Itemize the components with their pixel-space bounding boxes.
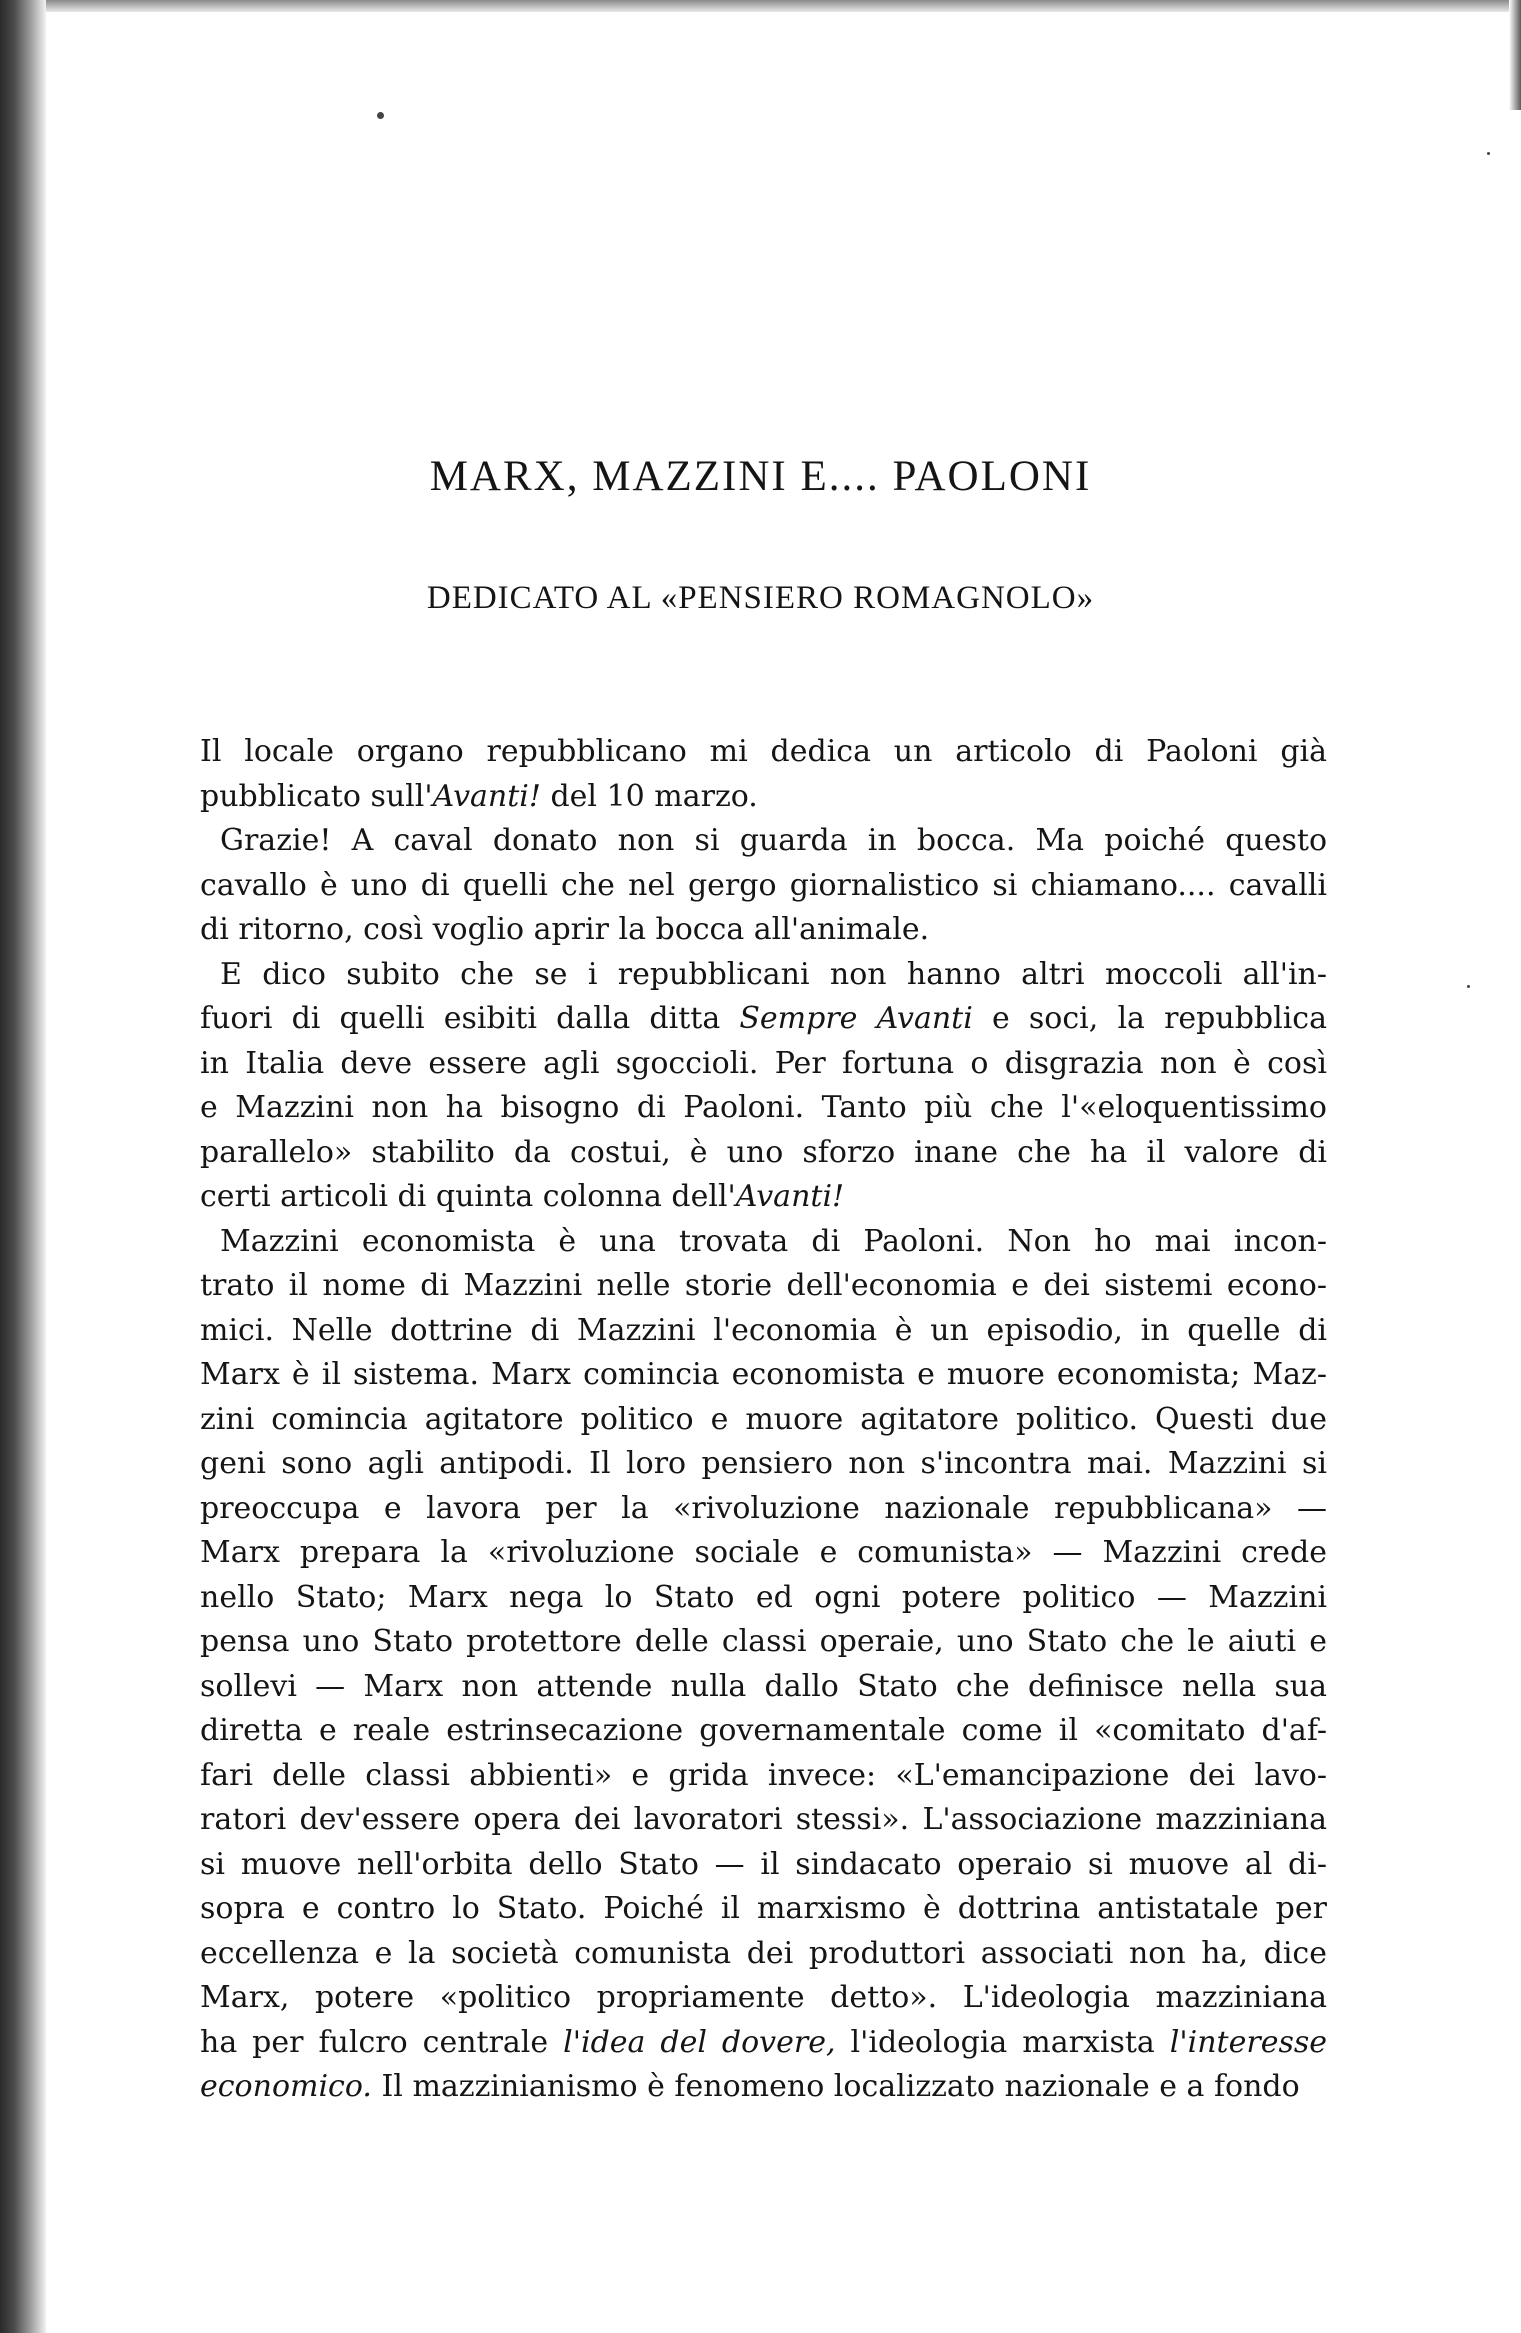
text-line [200, 1754, 1327, 1799]
line-text: mici. Nelle dottrine di Mazzini l'economia è un episodio, in quelle di [200, 1312, 1327, 1348]
text-line [200, 1843, 1327, 1888]
line-text: fari delle classi abbienti» e grida invece: «L'emancipazione dei lavo- [200, 1757, 1327, 1793]
scan-shadow-top [46, 0, 1521, 12]
line-text: l'ideologia marxista [835, 2024, 1170, 2060]
text-line [200, 1487, 1327, 1532]
line-text: e soci, la repubblica [972, 1001, 1327, 1036]
italic-text: l'interesse [1169, 2024, 1327, 2060]
text-line [200, 1086, 1327, 1131]
article-title: MARX, MAZZINI E.... PAOLONI [429, 453, 1092, 500]
text-line [200, 2021, 1327, 2066]
line-text: e Mazzini non ha bisogno di Paoloni. Tanto più che l'«eloquentissimo [200, 1090, 1327, 1125]
article-subtitle: DEDICATO AL «PENSIERO ROMAGNOLO» [426, 580, 1095, 616]
scan-shadow-right [1509, 0, 1521, 110]
line-text: parallelo» stabilito da costui, è uno sforzo inane che ha il valore di [200, 1134, 1327, 1170]
text-line [200, 1665, 1327, 1710]
italic-text: l'idea del dovere, [563, 2024, 836, 2060]
line-text: Il locale organo repubblicano mi dedica un articolo di Paoloni già [200, 734, 1327, 769]
scan-shadow-left [0, 0, 46, 2333]
text-line [200, 1932, 1327, 1977]
italic-text: Avanti! [432, 778, 541, 814]
text-line [200, 1887, 1327, 1932]
text-line [200, 1309, 1327, 1354]
text-line [200, 1798, 1327, 1843]
line-text: Marx, potere «politico propriamente detto». L'ideologia mazziniana [200, 1980, 1327, 2015]
scan-speck [377, 112, 384, 119]
text-line [200, 1976, 1327, 2021]
text-line [200, 1620, 1327, 1665]
line-text: ratori dev'essere opera dei lavoratori stessi». L'associazione mazziniana [200, 1802, 1327, 1837]
line-text: diretta e reale estrinsecazione governamentale come il «comitato d'af- [200, 1713, 1327, 1748]
text-line [200, 1442, 1327, 1487]
line-text: si muove nell'orbita dello Stato — il sindacato operaio si muove al di- [200, 1846, 1327, 1882]
italic-text: Avanti! [735, 1179, 845, 1214]
line-text: Marx prepara la «rivoluzione sociale e comunista» — Mazzini crede [200, 1535, 1327, 1570]
line-text: Grazie! A caval donato non si guarda in bocca. Ma poiché questo [220, 823, 1327, 858]
line-text: preoccupa e lavora per la «rivoluzione nazionale repubblicana» — [200, 1490, 1327, 1526]
text-line [200, 1398, 1327, 1443]
line-text: ha per fulcro centrale [200, 2024, 564, 2060]
line-text: pubblicato sull' [200, 778, 433, 814]
text-line [200, 1175, 1327, 1220]
line-text: zini comincia agitatore politico e muore agitatore politico. Questi due [200, 1401, 1327, 1437]
text-line [200, 775, 1327, 820]
text-line [200, 1709, 1327, 1754]
paragraph [200, 819, 1327, 953]
text-line [200, 819, 1327, 864]
italic-text: Sempre Avanti [739, 1001, 973, 1036]
text-line [200, 1131, 1327, 1176]
line-text: cavallo è uno di quelli che nel gergo giornalistico si chiamano.... cavalli [200, 867, 1327, 903]
line-text: fuori di quelli esibiti dalla ditta [200, 1001, 740, 1036]
text-line [200, 1264, 1327, 1309]
line-text: Il mazzinianismo è fenomeno localizzato nazionale e a fondo [371, 2069, 1300, 2104]
line-text: Marx è il sistema. Marx comincia economista e muore economista; Maz- [200, 1357, 1327, 1392]
text-line [200, 1220, 1327, 1265]
line-text: trato il nome di Mazzini nelle storie dell'economia e dei sistemi econo- [200, 1268, 1327, 1303]
paragraph [200, 1220, 1327, 2110]
text-line [200, 908, 1327, 953]
text-line [200, 864, 1327, 909]
text-line [200, 953, 1327, 998]
line-text: in Italia deve essere agli sgoccioli. Per fortuna o disgrazia non è così [200, 1045, 1327, 1081]
scan-speck [1467, 985, 1470, 988]
line-text: Mazzini economista è una trovata di Paoloni. Non ho mai incon- [220, 1223, 1327, 1259]
line-text: geni sono agli antipodi. Il loro pensiero non s'incontra mai. Mazzini si [200, 1446, 1327, 1481]
line-text: eccellenza e la società comunista dei produttori associati non ha, dice [200, 1935, 1327, 1971]
line-text: pensa uno Stato protettore delle classi operaie, uno Stato che le aiuti e [200, 1624, 1327, 1659]
line-text: certi articoli di quinta colonna dell' [200, 1179, 736, 1214]
text-line [200, 1042, 1327, 1087]
paragraph [200, 730, 1327, 819]
text-line [200, 997, 1327, 1042]
paragraph [200, 953, 1327, 1220]
line-text: di ritorno, così voglio aprir la bocca all'animale. [200, 912, 930, 947]
text-line [200, 1353, 1327, 1398]
text-line [200, 1576, 1327, 1621]
text-line [200, 2065, 1327, 2110]
scan-speck [1487, 152, 1490, 155]
line-text: del 10 marzo. [540, 778, 758, 814]
line-text: sollevi — Marx non attende nulla dallo Stato che definisce nella sua [200, 1668, 1327, 1704]
line-text: nello Stato; Marx nega lo Stato ed ogni potere politico — Mazzini [200, 1579, 1327, 1615]
text-line [200, 730, 1327, 775]
text-line [200, 1531, 1327, 1576]
article-body [200, 730, 1327, 2110]
line-text: E dico subito che se i repubblicani non hanno altri moccoli all'in- [220, 956, 1327, 992]
italic-text: economico. [200, 2069, 372, 2104]
line-text: sopra e contro lo Stato. Poiché il marxismo è dottrina antistatale per [200, 1891, 1327, 1926]
